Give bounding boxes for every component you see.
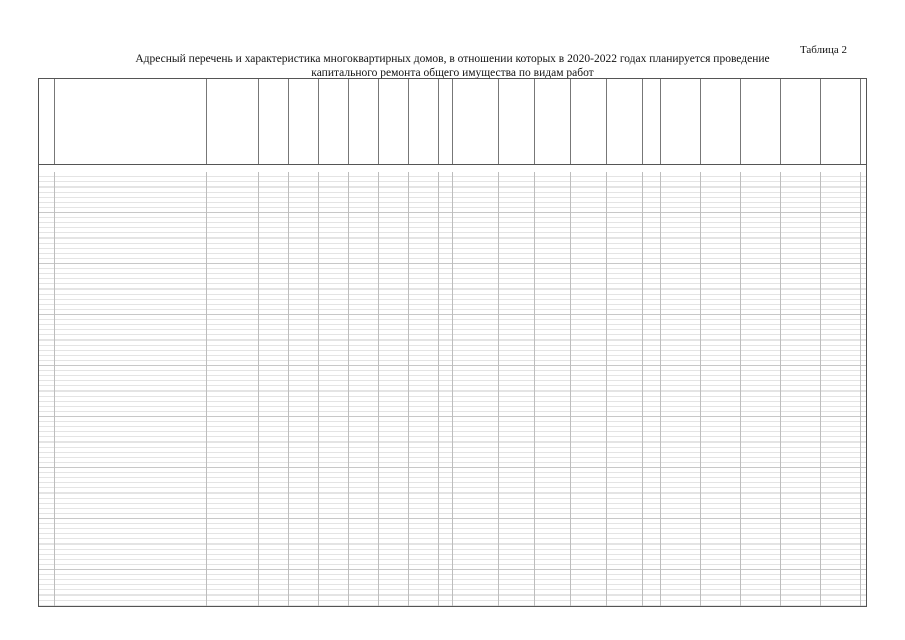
- header-cell: [349, 79, 379, 164]
- header-cell: [741, 79, 781, 164]
- header-cell: [259, 79, 289, 164]
- header-cell: [319, 79, 349, 164]
- header-cell: [535, 79, 571, 164]
- table-body: [39, 172, 866, 606]
- header-cell: [207, 79, 259, 164]
- header-cell: [821, 79, 861, 164]
- header-cell: [289, 79, 319, 164]
- header-cell: [781, 79, 821, 164]
- header-cell: [439, 79, 453, 164]
- header-cell: [453, 79, 499, 164]
- header-cell: [607, 79, 643, 164]
- header-cell: [643, 79, 661, 164]
- title-line-2: капитального ремонта общего имущества по видам работ: [311, 67, 594, 79]
- data-table: [38, 78, 867, 607]
- page-title: [60, 52, 845, 80]
- title-line-1: Адресный перечень и характеристика многоквартирных домов, в отношении которых в 2020-2022 годах планируется проведение: [135, 53, 770, 65]
- header-cell: [499, 79, 535, 164]
- header-cell: [39, 79, 55, 164]
- table-number: Таблица 2: [799, 44, 847, 56]
- table-header: [39, 79, 866, 165]
- header-cell: [409, 79, 439, 164]
- header-cell: [55, 79, 207, 164]
- header-cell: [861, 79, 866, 164]
- header-cell: [379, 79, 409, 164]
- header-cell: [571, 79, 607, 164]
- header-cell: [701, 79, 741, 164]
- header-cell: [661, 79, 701, 164]
